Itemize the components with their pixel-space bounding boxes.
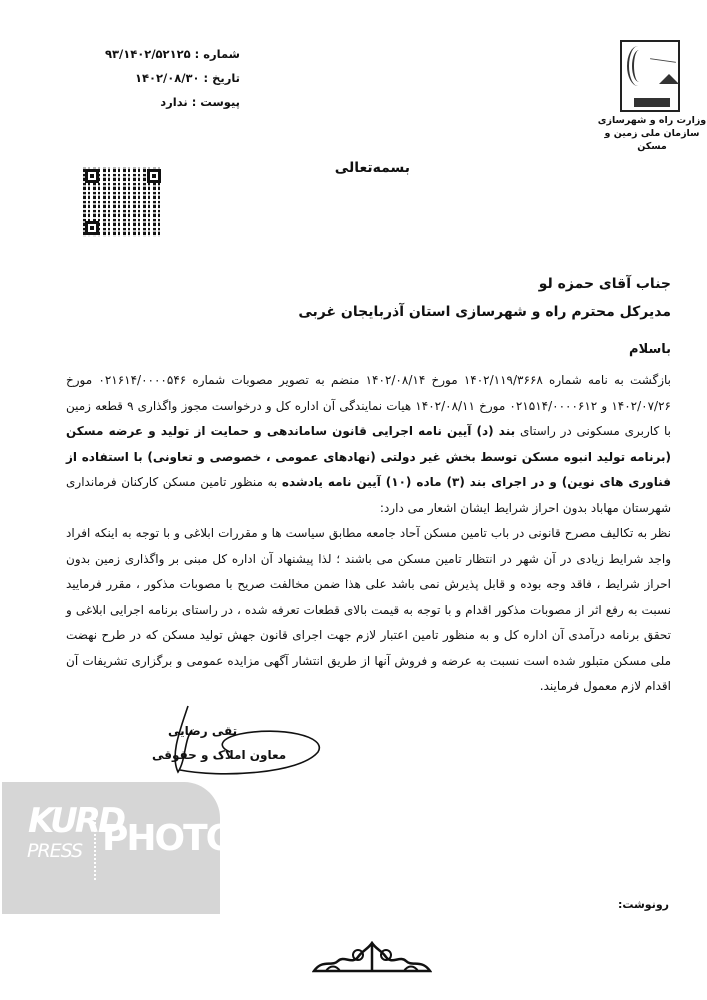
org-line-2: سازمان ملی زمین و مسکن: [604, 128, 700, 152]
qr-finder-icon: [85, 221, 99, 235]
letter-date-label: تاریخ :: [203, 71, 240, 85]
greeting: باسلام: [629, 342, 671, 357]
logo-bar: [634, 98, 670, 107]
letter-heading: بسمه‌تعالی: [334, 160, 410, 176]
cc-label: رونوشت:: [617, 898, 669, 911]
logo-line: [650, 58, 676, 63]
ministry-logo-icon: [620, 40, 680, 112]
letter-date-row: [100, 66, 240, 90]
watermark-brand-bottom: PRESS: [27, 840, 83, 862]
addressee-name: جناب آقای حمزه لو: [538, 276, 671, 292]
qr-finder-icon: [85, 169, 99, 183]
addressee: [271, 270, 671, 326]
org-line-1: وزارت راه و شهرسازی: [597, 115, 707, 126]
watermark-divider: [94, 810, 96, 880]
paragraph-1: [66, 368, 671, 521]
paragraph-2: نظر به تکالیف مصرح قانونی در باب تامین مسکن آحاد جامعه مطابق سیاست ها و مقررات ابلاغی و با توجه به اینکه افراد واجد شرایط زیادی در آن شهر در انتظار تامین مسکن می باشند ؛ لذا پیشنهاد آن اداره کل مبنی بر واگذاری زمین بدون احراز شرایط ، فاقد وجه بوده و قابل پذیرش نمی باشد علی هذا ضمن مخالفت صریح با مصوبات مذکور ، مقرر فرمایید نسبت به رفع اثر از مصوبات مذکور اقدام و با توجه به قیمت بالای قطعات تعرفه شده ، در راستای برنامه اجرایی ابلاغی و تحقق برنامه درآمدی آن اداره کل و به منظور تامین اعتبار لازم جهت اجرای قانون جهش تولید مسکن که در طرح نهضت ملی مسکن متبلور شده است نسبت به عرضه و فروش آنها از طریق انتشار آگهی مزایده عمومی و برگزاری تشریفات آن اقدام لازم معمول فرمایند.: [66, 526, 671, 693]
paragraph-1-end: به منظور تامین مسکن کارکنان فرمانداری شهرستان مهاباد بدون احراز شرایط ایشان اشعار می دارد:: [66, 475, 671, 515]
qr-code-icon: [83, 167, 163, 237]
addressee-title: مدیرکل محترم راه و شهرسازی استان آذربایجان غربی: [298, 304, 671, 320]
house-roof-icon: [659, 74, 679, 84]
letter-number-label: شماره :: [194, 47, 240, 61]
paragraph-1-bold: بند (د) آیین نامه اجرایی قانون ساماندهی و حمایت از تولید و عرضه مسکن (برنامه تولید انبوه مسکن توسط بخش غیر دولتی (نهادهای عمومی ، خصوصی و تعاونی) با استفاده از فناوری های نوین) و در اجرای بند (۳) ماده (۱۰) آیین نامه یادشده: [66, 424, 671, 489]
watermark-label: PHOTO: [102, 818, 235, 859]
calligraphy-swirl-inner: [632, 50, 646, 82]
letter-number-row: [100, 42, 240, 66]
paragraph-1-text: بازگشت به نامه شماره ۱۴۰۲/۱۱۹/۳۶۶۸ مورخ ۱۴۰۲/۰۸/۱۴ منضم به تصویر مصوبات شماره ۰۲۱۶۱۴/۰۰۰۰۵۴۶ مورخ ۱۴۰۲/۰۷/۲۶ و ۰۲۱۵۱۴/۰۰۰۰۶۱۲ مورخ ۱۴۰۲/۰۸/۱۱ هیات نمایندگی آن اداره کل و درخواست مجوز واگذاری ۹ قطعه زمین با کاربری مسکونی در راستای: [66, 373, 671, 438]
kurdpress-photo-watermark: [2, 782, 235, 914]
letter-number-value: ۹۳/۱۴۰۲/۵۲۱۲۵: [105, 47, 191, 61]
signature-scribble-icon: [150, 700, 330, 780]
letter-meta: [100, 42, 240, 114]
attachment-row: [100, 90, 240, 114]
watermark-brand-top: KURD: [28, 801, 124, 841]
qr-finder-icon: [147, 169, 161, 183]
letter-body: [66, 368, 671, 700]
attachment-value: ندارد: [160, 95, 188, 109]
signatory-name: تقی رضایی: [168, 724, 238, 738]
signatory-title: معاون املاک و حقوقی: [152, 748, 287, 762]
attachment-label: پیوست :: [191, 95, 240, 109]
floral-ornament-icon: [312, 941, 432, 973]
organization-name: [597, 114, 707, 153]
letter-date-value: ۱۴۰۲/۰۸/۳۰: [134, 71, 200, 85]
